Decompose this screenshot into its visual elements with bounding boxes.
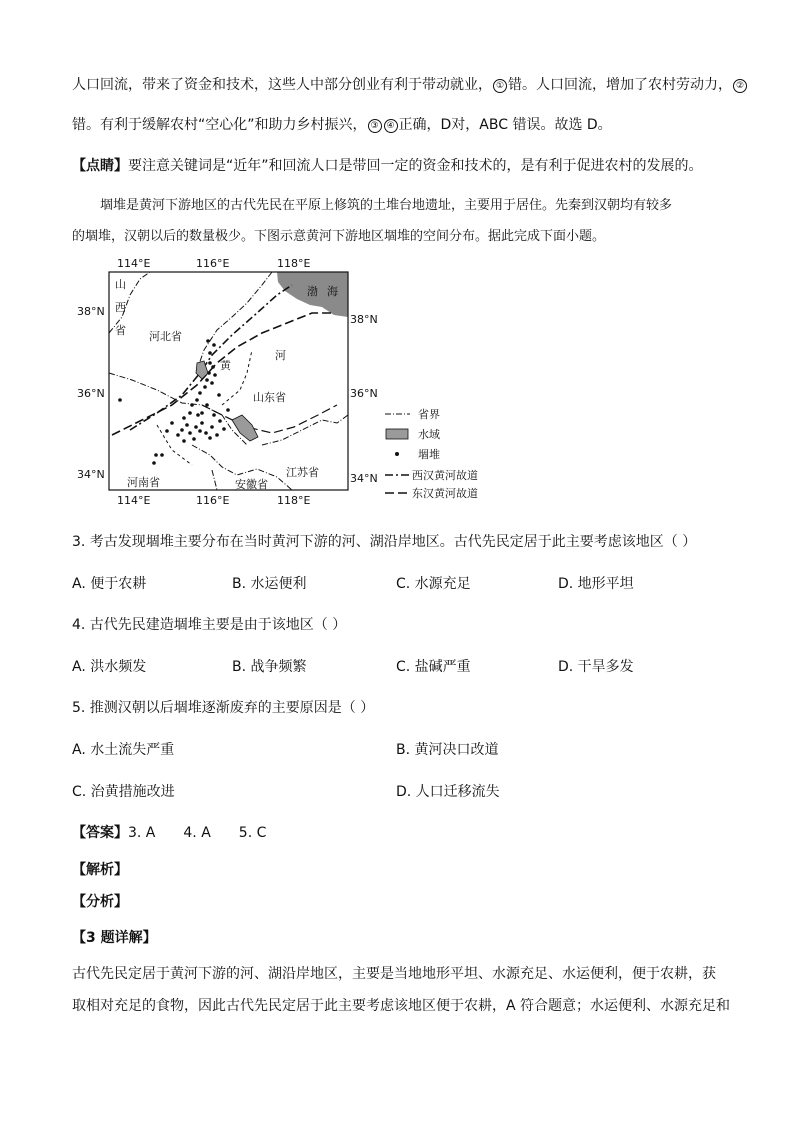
lat-right-38: 38°N bbox=[350, 313, 378, 326]
answer-3: 3. A bbox=[128, 825, 156, 841]
q5-stem: 5. 推测汉朝以后堌堆逐渐废弃的主要原因是（ ） bbox=[72, 700, 375, 716]
boundary-south-henan bbox=[212, 470, 217, 490]
label-bohai-1: 渤 bbox=[307, 285, 318, 298]
lon-bottom-118: 118°E bbox=[277, 494, 311, 507]
circled-4: ④ bbox=[384, 119, 398, 133]
answer-4: 4. A bbox=[183, 825, 211, 841]
lon-bottom-114: 114°E bbox=[117, 494, 151, 507]
answer-5: 5. C bbox=[238, 825, 267, 841]
label-jiangsu: 江苏省 bbox=[286, 466, 319, 479]
label-huang: 黄 bbox=[220, 359, 231, 372]
circled-3: ③ bbox=[368, 119, 382, 133]
q4-option-c: C. 盐碱严重 bbox=[396, 659, 471, 675]
jiexi-heading: 【解析】 bbox=[72, 862, 128, 878]
q3-option-a: A. 便于农耕 bbox=[72, 576, 147, 592]
label-henan: 河南省 bbox=[127, 476, 160, 489]
q3-option-c: C. 水源充足 bbox=[396, 576, 471, 592]
q3-option-b: B. 水运便利 bbox=[232, 576, 307, 592]
lon-top-118: 118°E bbox=[277, 257, 311, 270]
q3-detail-line-1: 古代先民定居于黄河下游的河、湖沿岸地区，主要是当地地形平坦、水源充足、水运便利，便于农耕，获 bbox=[72, 966, 716, 982]
prev-line-2: 错。有利于缓解农村“空心化”和助力乡村振兴， ③ ④ 正确，D对，ABC 错误。故选 D。 bbox=[72, 117, 612, 133]
lat-left-36: 36°N bbox=[77, 387, 105, 400]
q3-detail-line-2: 取相对充足的食物，因此古代先民定居于此主要考虑该地区便于农耕，A 符合题意；水运便利、水源充足和 bbox=[72, 998, 731, 1014]
label-hebei: 河北省 bbox=[149, 330, 182, 343]
label-bohai-2: 海 bbox=[327, 285, 338, 298]
circled-1: ① bbox=[493, 79, 507, 93]
lat-right-36: 36°N bbox=[350, 387, 378, 400]
boundary-jiangsu bbox=[262, 415, 348, 445]
lat-left-38: 38°N bbox=[77, 305, 105, 318]
lat-right-34: 34°N bbox=[350, 472, 378, 485]
legend-western-han: 西汉黄河故道 bbox=[412, 469, 478, 482]
dianjing-note: 【点睛】要注意关键词是“近年”和回流人口是带回一定的资金和技术的，是有利于促进农村的发展的。 bbox=[72, 158, 703, 174]
label-shanxi-2: 西 bbox=[115, 301, 126, 314]
prev-line-1: 人口回流，带来了资金和技术，这些人中部分创业有利于带动就业， ① 错。人口回流，增加了农村劳动力， ② bbox=[72, 74, 748, 94]
q4-option-b: B. 战争频繁 bbox=[232, 659, 307, 675]
label-he: 河 bbox=[275, 349, 286, 362]
legend-boundary: 省界 bbox=[418, 408, 440, 421]
western-han-yellow-river bbox=[130, 285, 292, 430]
legend-gudui: 堌堆 bbox=[418, 448, 440, 461]
q5-option-c: C. 治黄措施改进 bbox=[72, 784, 175, 800]
intro-line-1: 堌堆是黄河下游地区的古代先民在平原上修筑的土堆台地遗址，主要用于居住。先秦到汉朝均有较多 bbox=[100, 198, 673, 213]
label-shanxi-1: 山 bbox=[115, 278, 126, 291]
q3-detail-heading: 【3 题详解】 bbox=[72, 930, 157, 946]
label-shanxi-3: 省 bbox=[115, 324, 126, 337]
q3-stem: 3. 考古发现堌堆主要分布在当时黄河下游的河、湖沿岸地区。古代先民定居于此主要考虑该地区（ ） bbox=[72, 534, 697, 550]
answer-line: 【答案】3. A 4. A 5. C bbox=[72, 825, 267, 841]
lon-top-114: 114°E bbox=[117, 257, 151, 270]
q3-option-d: D. 地形平坦 bbox=[558, 576, 634, 592]
gudui-dots bbox=[118, 339, 230, 465]
map-legend bbox=[385, 407, 478, 500]
lat-left-34: 34°N bbox=[77, 468, 105, 481]
lon-bottom-116: 116°E bbox=[196, 494, 230, 507]
river-branch-3 bbox=[157, 425, 192, 465]
boundary-hebei-shandong bbox=[197, 272, 272, 370]
legend-water: 水域 bbox=[418, 428, 440, 441]
fenxi-heading: 【分析】 bbox=[72, 894, 128, 910]
lake-2 bbox=[232, 415, 258, 441]
lon-top-116: 116°E bbox=[196, 257, 230, 270]
circled-2: ② bbox=[733, 79, 747, 93]
map-figure bbox=[72, 255, 512, 510]
q4-stem: 4. 古代先民建造堌堆主要是由于该地区（ ） bbox=[72, 617, 347, 633]
q4-option-a: A. 洪水频发 bbox=[72, 659, 147, 675]
q5-option-d: D. 人口迁移流失 bbox=[396, 784, 500, 800]
q5-option-a: A. 水土流失严重 bbox=[72, 742, 175, 758]
legend-eastern-han: 东汉黄河故道 bbox=[412, 487, 478, 500]
label-anhui: 安徽省 bbox=[235, 478, 268, 491]
q4-option-d: D. 干旱多发 bbox=[558, 659, 634, 675]
intro-line-2: 的堌堆，汉朝以后的数量极少。下图示意黄河下游地区堌堆的空间分布。据此完成下面小题。 bbox=[72, 229, 606, 244]
label-shandong: 山东省 bbox=[253, 391, 286, 404]
q5-option-b: B. 黄河决口改道 bbox=[396, 742, 499, 758]
